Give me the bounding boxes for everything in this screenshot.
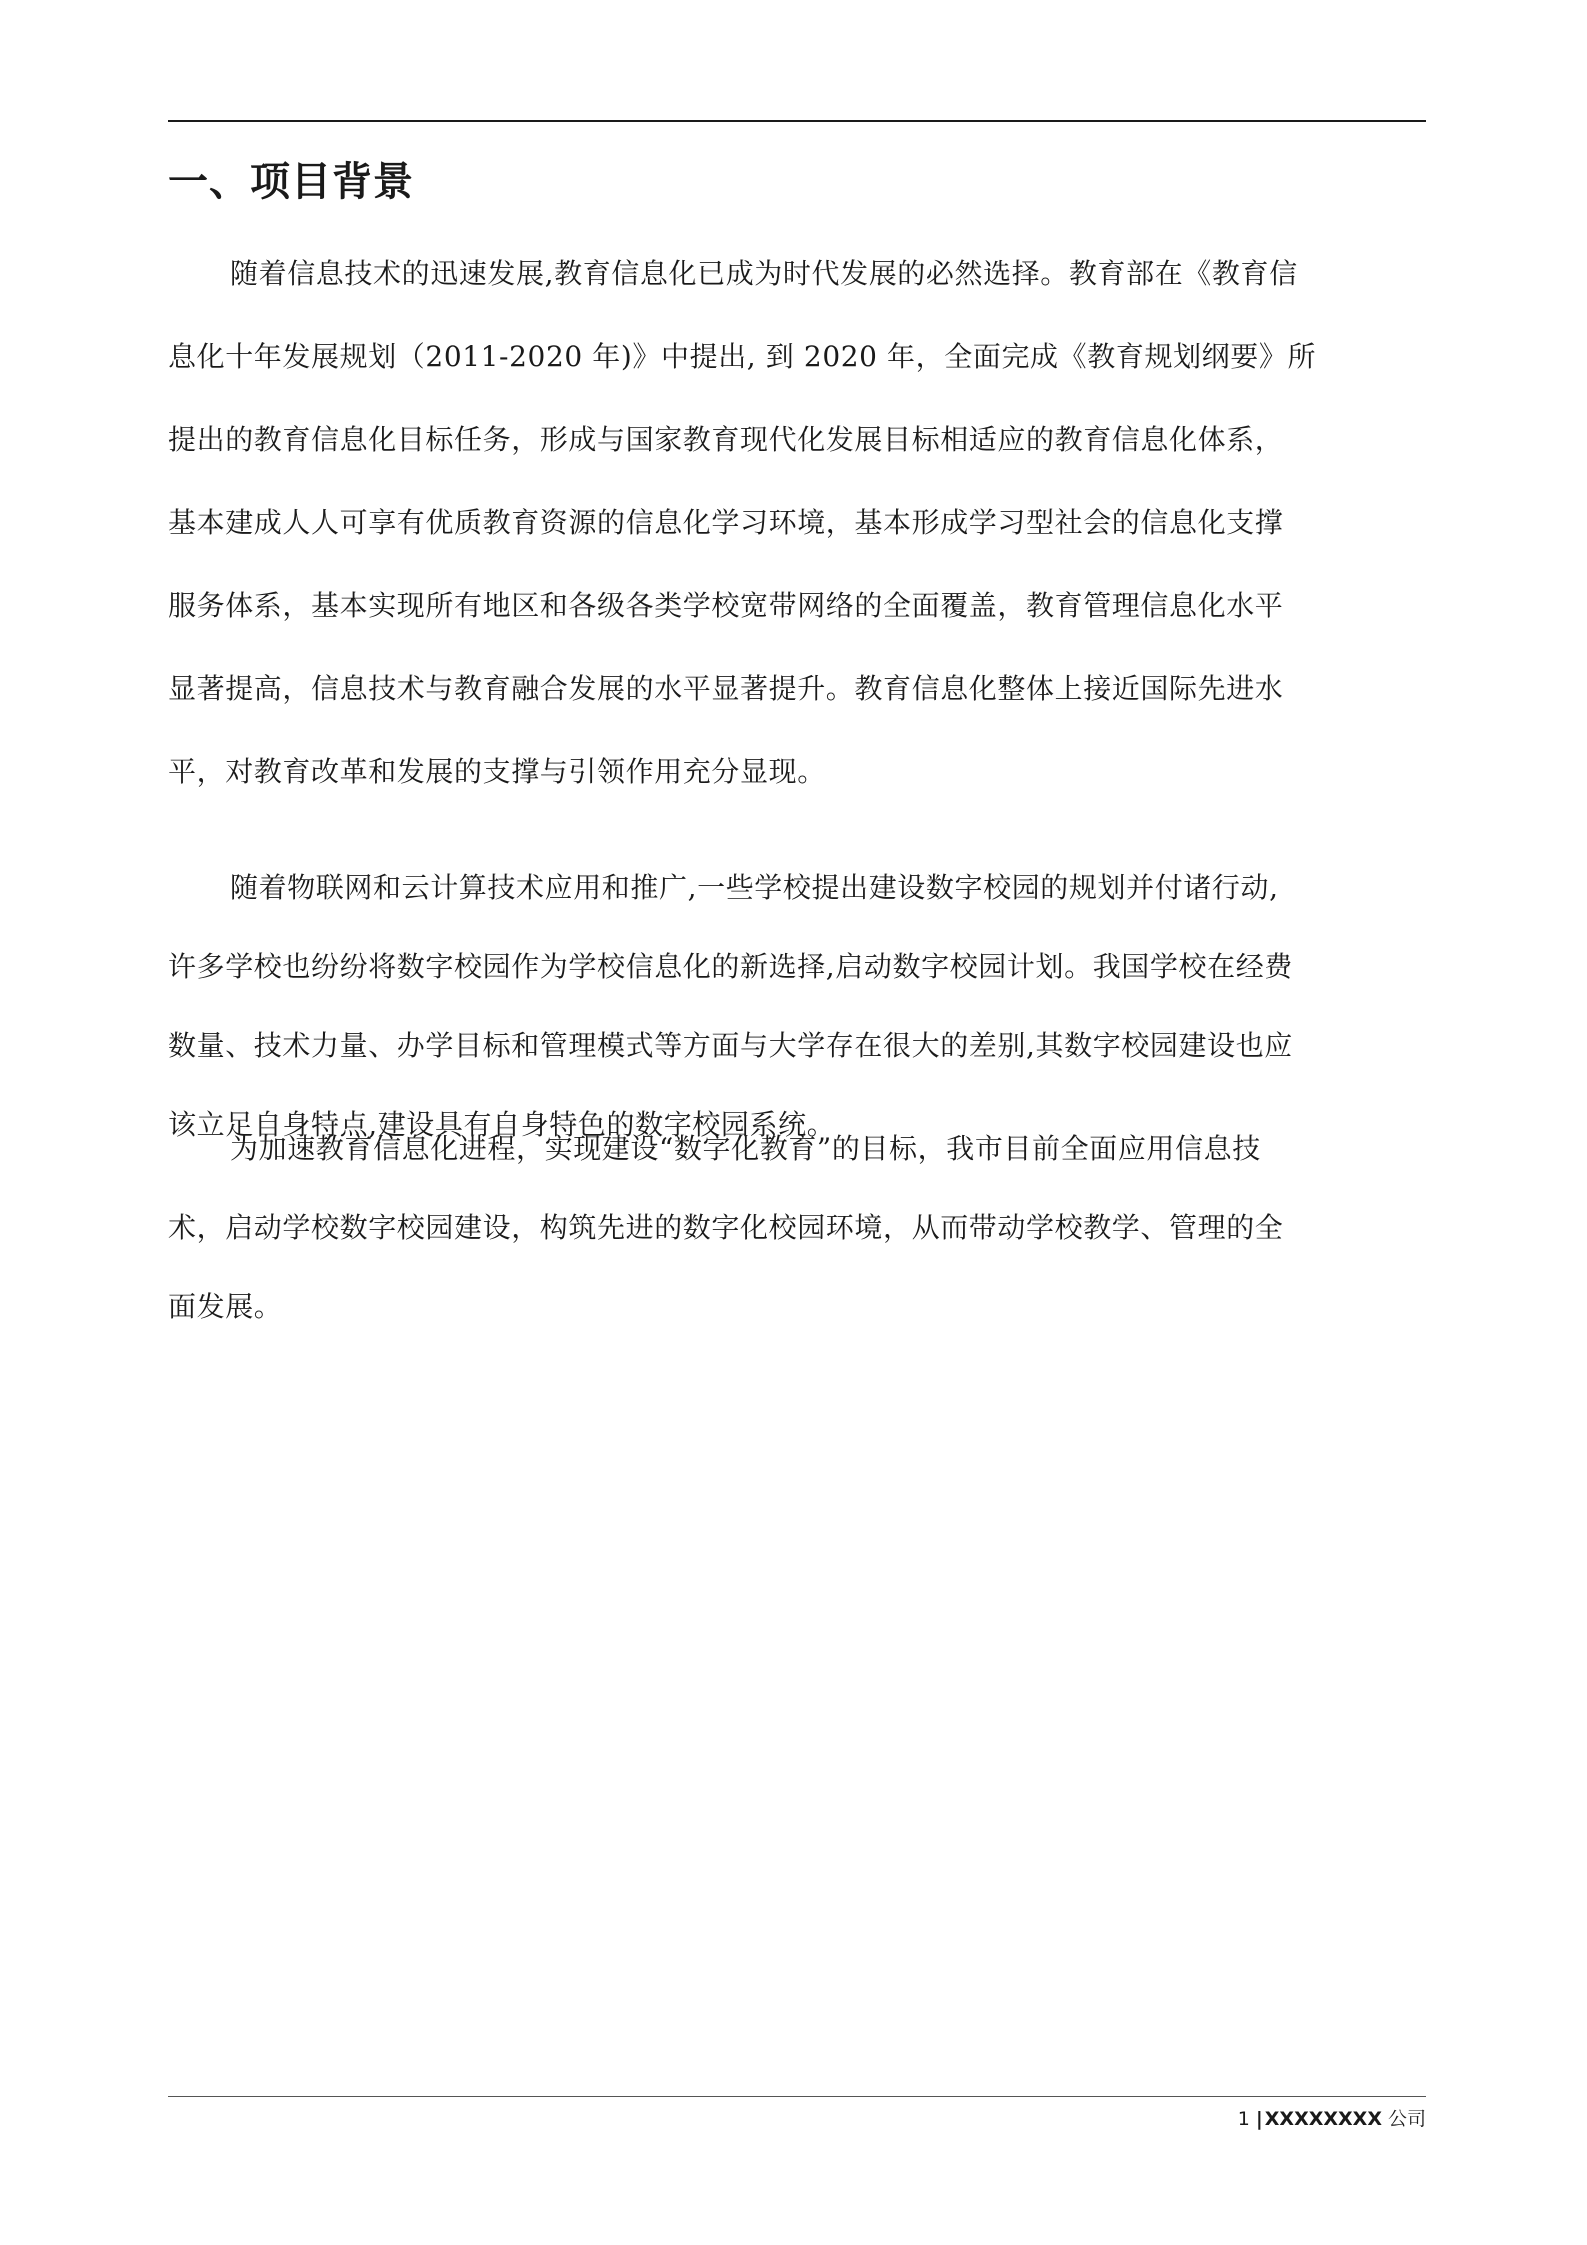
paragraph-line: 基本建成人人可享有优质教育资源的信息化学习环境，基本形成学习型社会的信息化支撑 <box>168 506 1284 539</box>
header-rule <box>168 120 1426 122</box>
paragraph-3 <box>168 1109 1426 1346</box>
section-title: 一、项目背景 <box>168 159 414 205</box>
paragraph-line: 为加速教育信息化进程，实现建设“数字化教育”的目标，我市目前全面应用信息技 <box>230 1132 1261 1165</box>
page-footer <box>1238 2104 1426 2134</box>
page-number: 1 <box>1237 2108 1250 2130</box>
paragraph-line: 服务体系，基本实现所有地区和各级各类学校宽带网络的全面覆盖，教育管理信息化水平 <box>168 589 1284 622</box>
paragraph-line: 提出的教育信息化目标任务，形成与国家教育现代化发展目标相适应的教育信息化体系， <box>168 423 1284 456</box>
company-suffix: 公司 <box>1387 2108 1426 2130</box>
paragraph-line: 随着物联网和云计算技术应用和推广,一些学校提出建设数字校园的规划并付诸行动, <box>230 871 1279 904</box>
paragraph-line: 面发展。 <box>168 1290 283 1323</box>
paragraph-line: 显著提高，信息技术与教育融合发展的水平显著提升。教育信息化整体上接近国际先进水 <box>168 672 1284 705</box>
paragraph-line: 术，启动学校数字校园建设，构筑先进的数字化校园环境，从而带动学校教学、管理的全 <box>168 1211 1284 1244</box>
paragraph-line: 随着信息技术的迅速发展,教育信息化已成为时代发展的必然选择。教育部在《教育信 <box>230 257 1298 290</box>
paragraph-line: 平，对教育改革和发展的支撑与引领作用充分显现。 <box>168 755 826 788</box>
paragraph-text <box>168 1109 1426 1346</box>
paragraph-1 <box>168 232 1426 813</box>
paragraph-line: 许多学校也纷纷将数字校园作为学校信息化的新选择,启动数字校园计划。我国学校在经费 <box>168 950 1293 983</box>
footer-rule <box>168 2096 1426 2097</box>
paragraph-text <box>168 232 1426 813</box>
paragraph-line: 该立足自身特点,建设具有自身特色的数字校园系统。 <box>168 1108 836 1141</box>
paragraph-line: 息化十年发展规划（2011-2020 年)》中提出, 到 2020 年，全面完成《教育规划纲要》所 <box>168 340 1317 373</box>
company-name: XXXXXXXX <box>1264 2108 1382 2130</box>
footer-separator: | <box>1255 2108 1263 2130</box>
paragraph-line: 数量、技术力量、办学目标和管理模式等方面与大学存在很大的差别,其数字校园建设也应 <box>168 1029 1293 1062</box>
